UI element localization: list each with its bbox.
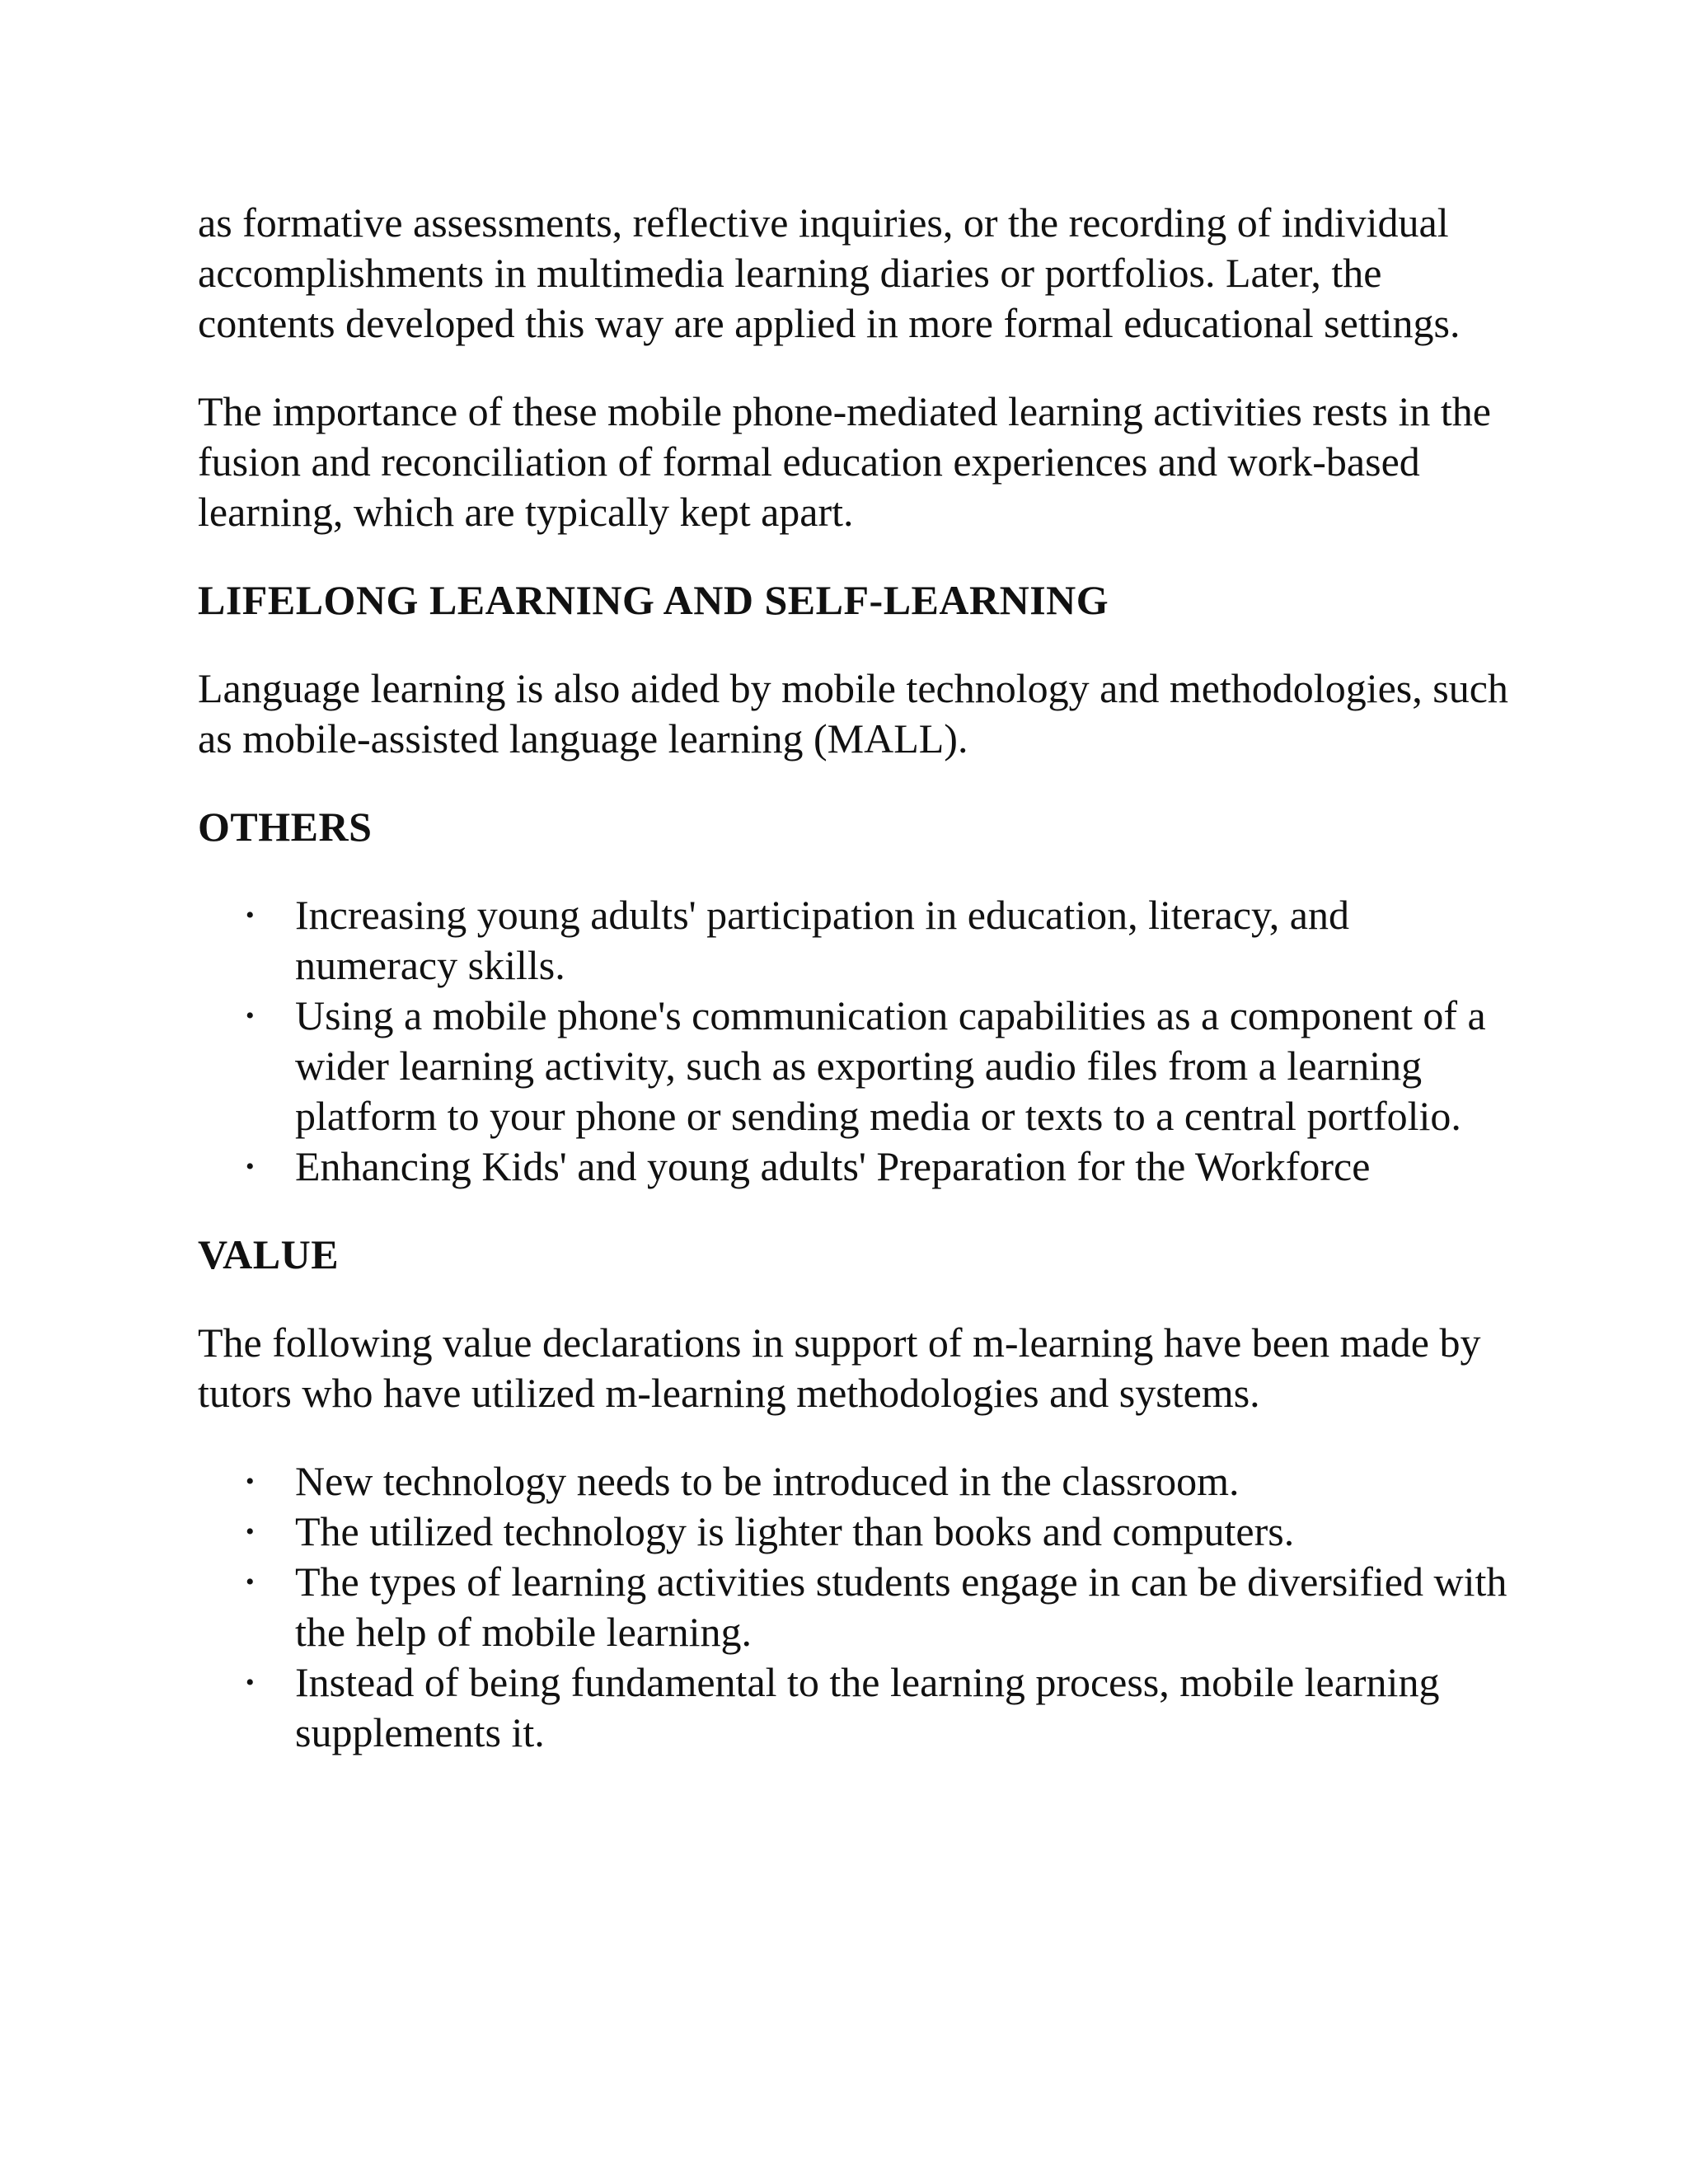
- bullet-icon: •: [246, 1568, 255, 1596]
- importance-paragraph: The importance of these mobile phone-mediated learning activities rests in the fusion and reconciliation of formal education experiences and work-based learning, which are typically kept apart.: [198, 388, 1491, 535]
- value-list: [198, 1456, 1517, 1758]
- value-heading: VALUE: [198, 1231, 340, 1277]
- bullet-icon: •: [246, 1468, 255, 1495]
- others-list: [198, 890, 1517, 1192]
- others-heading: OTHERS: [198, 804, 373, 850]
- list-item: • New technology needs to be introduced in the classroom.: [198, 1456, 1517, 1507]
- bullet-icon: •: [246, 1153, 255, 1180]
- list-item: • Enhancing Kids' and young adults' Preparation for the Workforce: [198, 1141, 1517, 1192]
- intro-paragraph: as formative assessments, reflective inquiries, or the recording of individual accomplishments in multimedia learning diaries or portfolios. Later, the contents developed this way are applied in more formal educational settings.: [198, 199, 1461, 346]
- value-paragraph: The following value declarations in support of m-learning have been made by tutors who have utilized m-learning methodologies and systems.: [198, 1319, 1481, 1416]
- list-item: • The types of learning activities students engage in can be diversified with the help of mobile learning.: [246, 1558, 1507, 1655]
- list-item: • Increasing young adults' participation in education, literacy, and numeracy skills.: [246, 892, 1349, 988]
- document-page: [198, 198, 1517, 1796]
- list-item: • Instead of being fundamental to the learning process, mobile learning supplements it.: [246, 1659, 1440, 1755]
- lifelong-learning-heading: LIFELONG LEARNING AND SELF-LEARNING: [198, 577, 1109, 623]
- bullet-icon: •: [246, 1518, 255, 1545]
- bullet-icon: •: [246, 1002, 255, 1029]
- list-item: • Using a mobile phone's communication capabilities as a component of a wider learning activity, such as exporting audio files from a learning platform to your phone or sending media or texts to a central portfolio.: [246, 992, 1486, 1139]
- list-item: • The utilized technology is lighter than books and computers.: [198, 1507, 1517, 1557]
- bullet-icon: •: [246, 1669, 255, 1696]
- bullet-icon: •: [246, 902, 255, 929]
- language-learning-paragraph: Language learning is also aided by mobile technology and methodologies, such as mobile-assisted language learning (MALL).: [198, 665, 1508, 762]
